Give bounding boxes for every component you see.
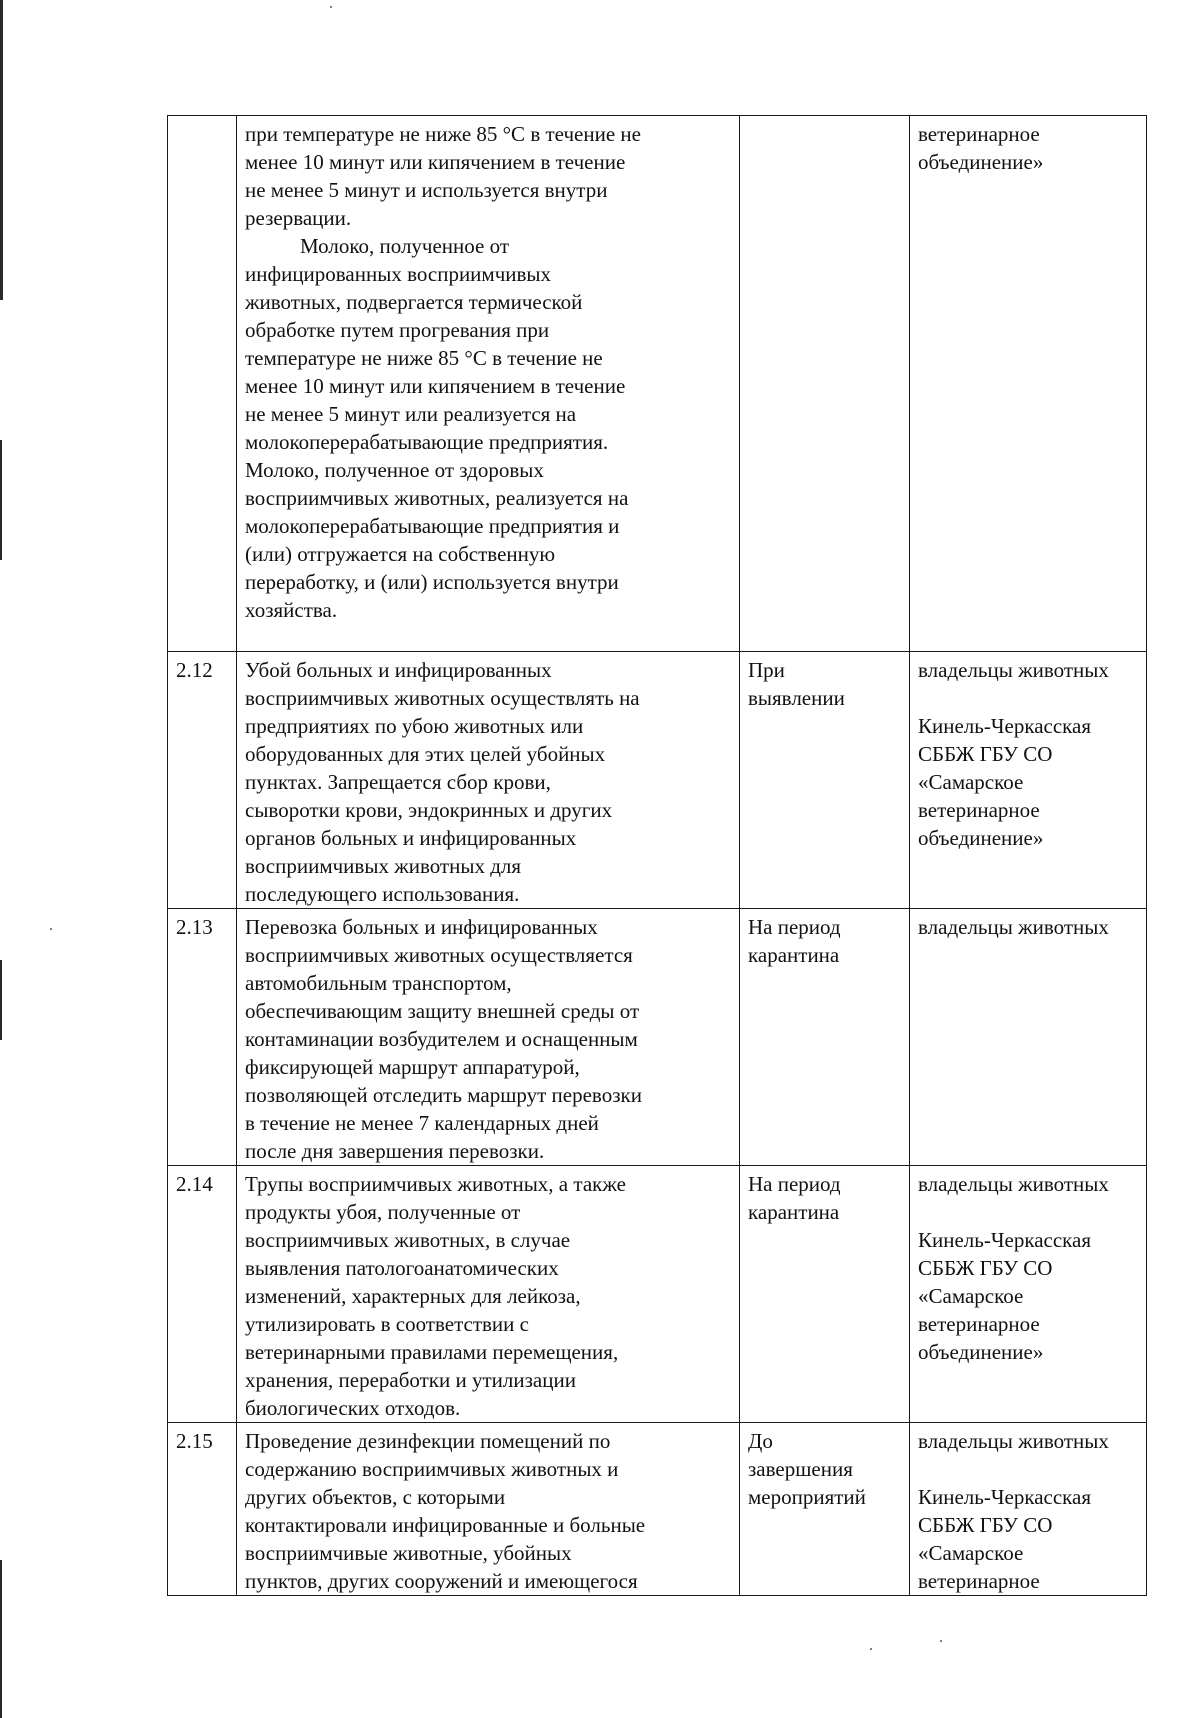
measure-description: Перевозка больных и инфицированных восприимчивых животных осуществляется автомобильным транспортом, обеспечивающим защиту внешней среды от контаминации возбудителем и оснащенным фиксирующей маршрут аппаратурой, позволяющей отследить маршрут перевозки в течение не менее 7 календарных дней после дня завершения перевозки. [237,909,740,1166]
scan-edge-mark [0,960,2,1040]
measure-text-line: не менее 5 минут и используется внутри [245,178,608,202]
measure-description [237,116,740,652]
measure-text-line: при температуре не ниже 85 °С в течение не [245,122,641,146]
scan-speck [870,1648,872,1650]
measure-responsible: владельцы животных Кинель-Черкасская СББЖ ГБУ СО «Самарское ветеринарное объединение» [910,1166,1147,1423]
row-number [168,116,237,652]
measure-responsible: ветеринарное объединение» [910,116,1147,652]
measure-text-line: менее 10 минут или кипячением в течение [245,150,626,174]
measure-term: На период карантина [740,1166,910,1423]
scan-edge-mark [0,1560,2,1718]
table-row [168,909,1147,1166]
measures-table [167,115,1147,1596]
measure-term [740,116,910,652]
scan-edge-mark [0,440,2,560]
measure-term: При выявлении [740,652,910,909]
measure-paragraph: Молоко, полученное от инфицированных восприимчивых животных, подвергается термической обработке путем прогревания при температуре не ниже 85 °С в течение не менее 10 минут или кипячением в течение не менее 5 минут или реализуется на молокоперерабатывающие предприятия. Молоко, полученное от здоровых восприимчивых животных, реализуется на молокоперерабатывающие предприятия и (или) отгружается на собственную переработку, и (или) используется внутри хозяйства. [245,234,629,622]
measure-term: До завершения мероприятий [740,1423,910,1596]
scan-speck [50,928,52,930]
measure-description: Трупы восприимчивых животных, а также продукты убоя, полученные от восприимчивых животных, в случае выявления патологоанатомических изменений, характерных для лейкоза, утилизировать в соответствии с ветеринарными правилами перемещения, хранения, переработки и утилизации биологических отходов. [237,1166,740,1423]
table-row [168,1423,1147,1596]
scan-speck [330,6,332,8]
table-row [168,116,1147,652]
measure-description: Проведение дезинфекции помещений по содержанию восприимчивых животных и других объектов, с которыми контактировали инфицированные и больные восприимчивые животные, убойных пунктов, других сооружений и имеющегося [237,1423,740,1596]
row-number: 2.15 [168,1423,237,1596]
scan-edge-mark [0,0,3,300]
row-number: 2.14 [168,1166,237,1423]
measure-term: На период карантина [740,909,910,1166]
table-row [168,1166,1147,1423]
measure-responsible: владельцы животных Кинель-Черкасская СББЖ ГБУ СО «Самарское ветеринарное [910,1423,1147,1596]
scan-speck [940,1640,942,1642]
measure-description: Убой больных и инфицированных восприимчивых животных осуществлять на предприятиях по убою животных или оборудованных для этих целей убойных пунктах. Запрещается сбор крови, сыворотки крови, эндокринных и других органов больных и инфицированных восприимчивых животных для последующего использования. [237,652,740,909]
row-number: 2.13 [168,909,237,1166]
measure-responsible: владельцы животных [910,909,1147,1166]
table-row [168,652,1147,909]
measure-text-line: резервации. [245,206,352,230]
measure-responsible: владельцы животных Кинель-Черкасская СББЖ ГБУ СО «Самарское ветеринарное объединение» [910,652,1147,909]
row-number: 2.12 [168,652,237,909]
